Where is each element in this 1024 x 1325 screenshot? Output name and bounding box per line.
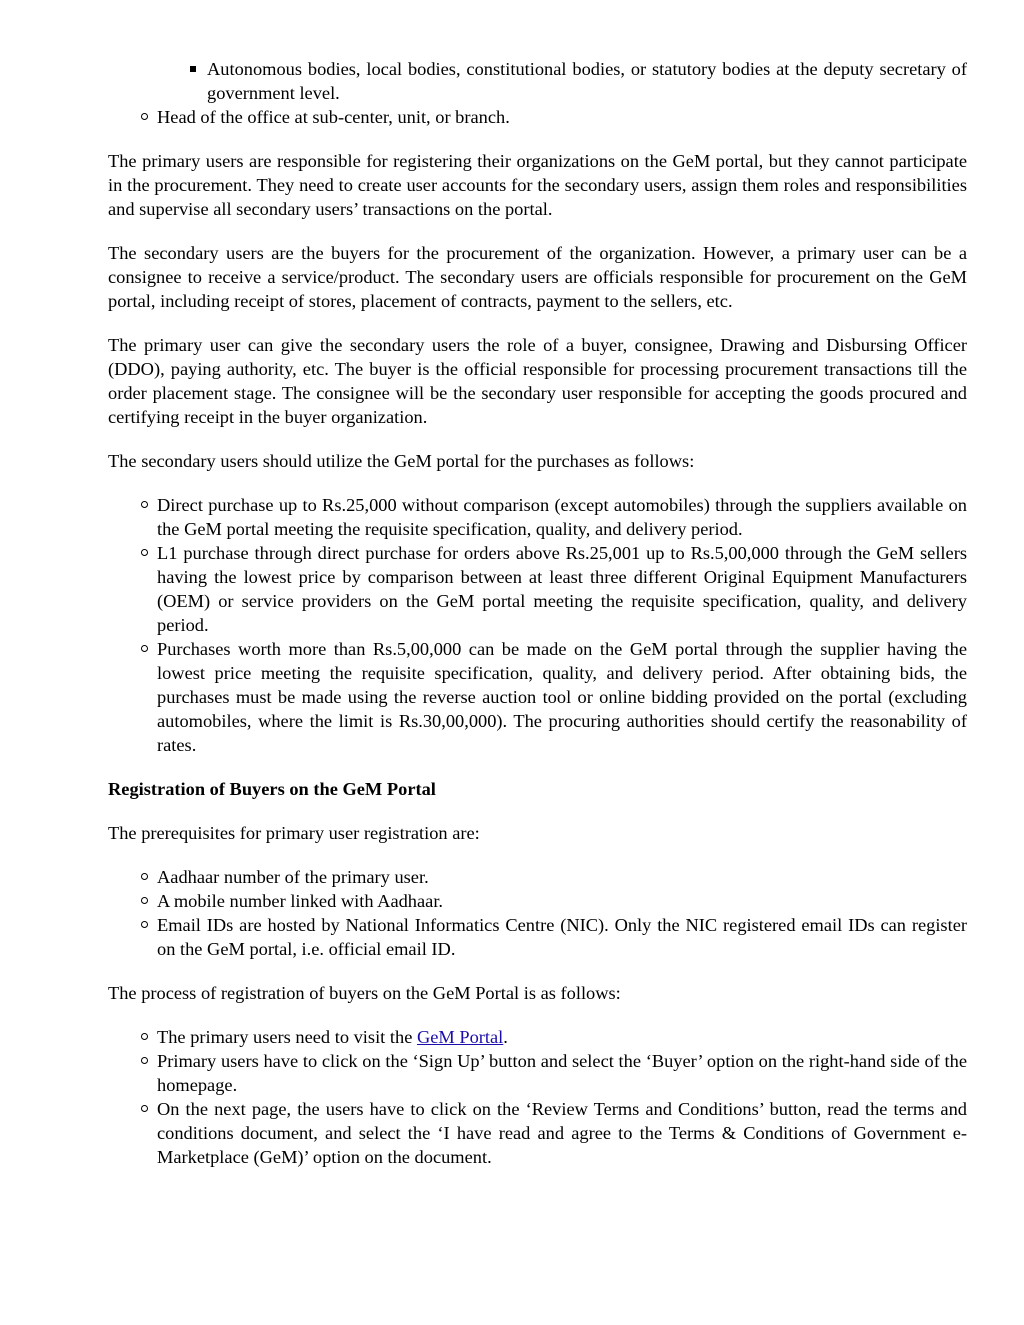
list-item-aadhaar: Aadhaar number of the primary user. [108,865,967,889]
list-item-mobile: A mobile number linked with Aadhaar. [108,889,967,913]
list-item-visit-portal [108,1025,967,1049]
paragraph-user-roles: The primary user can give the secondary users the role of a buyer, consignee, Drawing and Disbursing Officer (DDO), paying authority, etc. The buyer is the official responsible for processing procurement transactions till the order placement stage. The consignee will be the secondary user responsible for accepting the goods procured and certifying receipt in the buyer organization. [108,335,967,427]
step-text-before-link: The primary users need to visit the [157,1027,417,1047]
list-item-sign-up: Primary users have to click on the ‘Sign Up’ button and select the ‘Buyer’ option on the right-hand side of the homepage. [108,1049,967,1097]
paragraph-prerequisites-intro: The prerequisites for primary user registration are: [108,823,480,843]
process-list [108,1025,967,1169]
paragraph-secondary-users: The secondary users are the buyers for the procurement of the organization. However, a primary user can be a consignee to receive a service/product. The secondary users are officials responsible for procurement on the GeM portal, including receipt of stores, placement of contracts, payment to the sellers, etc. [108,243,967,311]
list-item-terms: On the next page, the users have to click on the ‘Review Terms and Conditions’ button, read the terms and conditions document, and select the ‘I have read and agree to the Terms & Conditions of Government e-Marketplace (GeM)’ option on the document. [108,1097,967,1169]
paragraph-process-intro: The process of registration of buyers on the GeM Portal is as follows: [108,983,621,1003]
eligibility-list [108,57,967,129]
list-item-email: Email IDs are hosted by National Informatics Centre (NIC). Only the NIC registered email IDs can register on the GeM portal, i.e. official email ID. [108,913,967,961]
list-item-large-purchase: Purchases worth more than Rs.5,00,000 can be made on the GeM portal through the supplier having the lowest price meeting the requisite specification, quality, and delivery period. After obtaining bids, the purchases must be made using the reverse auction tool or online bidding provided on the portal (excluding automobiles, where the limit is Rs.30,00,000). The procuring authorities should certify the reasonability of rates. [108,637,967,757]
gem-portal-link[interactable]: GeM Portal [416,1027,504,1047]
step-text-after-link: . [503,1027,508,1047]
prerequisites-list [108,865,967,961]
purchase-list [108,493,967,757]
list-item-autonomous-bodies: Autonomous bodies, local bodies, constitutional bodies, or statutory bodies at the deputy secretary of government level. [108,57,967,105]
section-heading-registration: Registration of Buyers on the GeM Portal [108,779,436,799]
paragraph-primary-users: The primary users are responsible for registering their organizations on the GeM portal, but they cannot participate in the procurement. They need to create user accounts for the secondary users, assign them roles and responsibilities and supervise all secondary users’ transactions on the portal. [108,151,967,219]
paragraph-purchase-intro: The secondary users should utilize the GeM portal for the purchases as follows: [108,451,695,471]
list-item-direct-purchase: Direct purchase up to Rs.25,000 without comparison (except automobiles) through the suppliers available on the GeM portal meeting the requisite specification, quality, and delivery period. [108,493,967,541]
list-item-l1-purchase: L1 purchase through direct purchase for orders above Rs.25,001 up to Rs.5,00,000 through the GeM sellers having the lowest price by comparison between at least three different Original Equipment Manufacturers (OEM) or service providers on the GeM portal meeting the requisite specification, quality, and delivery period. [108,541,967,637]
document-page [108,57,967,1189]
list-item-head-of-office: Head of the office at sub-center, unit, or branch. [108,105,967,129]
